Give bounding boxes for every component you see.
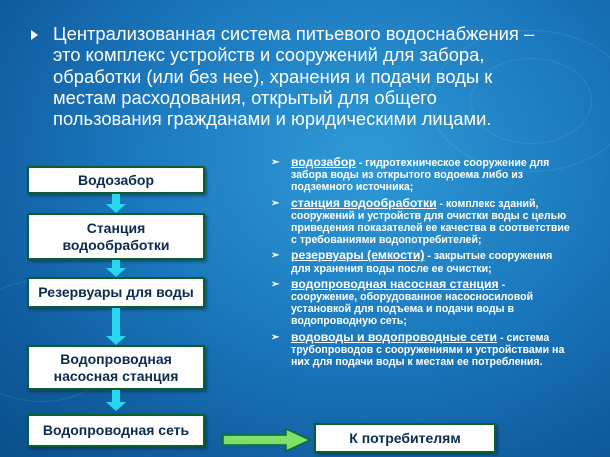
definition-text: - комплекс зданий, <box>439 197 539 210</box>
definition-term: резервуары (емкости) <box>291 248 425 263</box>
definition-term: водопроводная насосная станция <box>291 276 499 291</box>
definition-item <box>268 156 604 194</box>
header-line: местам расходования, открытый для общего <box>53 86 437 108</box>
definition-text: трубопроводов с сооружениями и устройствами на <box>291 343 565 356</box>
chevron-bullet-icon: ➢ <box>271 197 280 209</box>
definition-text: приведения показателей ее качества в соответствие <box>291 222 570 235</box>
chevron-bullet-icon: ➢ <box>271 250 280 262</box>
definition-text: - <box>498 278 506 291</box>
definition-item <box>268 249 604 274</box>
header-line: Централизованная система питьевого водоснабжения – <box>53 23 535 44</box>
definition-item <box>268 197 604 247</box>
definition-text: водопроводную сеть; <box>291 315 407 328</box>
flow-box-treatment-station: Станция водообработки <box>27 213 205 260</box>
definition-term: водозабор <box>291 155 356 169</box>
definition-text: них для подачи воды к местам ее потребления. <box>291 356 543 369</box>
flow-arrow-down <box>106 308 126 345</box>
definition-term: станция водообработки <box>291 195 437 210</box>
header-line: обработки (или без нее), хранения и подачи воды к <box>53 65 493 87</box>
definition-text: - закрытые сооружения <box>427 250 553 263</box>
definition-text: - гидротехническое сооружение для <box>358 157 550 169</box>
definition-text: сооружение, оборудованное насосносиловой <box>291 291 534 304</box>
definition-header <box>53 23 599 129</box>
header-line: пользования гражданами и юридическими лицами. <box>53 108 492 130</box>
definition-text: подземного источника; <box>291 181 414 194</box>
chevron-bullet-icon: ➢ <box>271 278 280 290</box>
definition-item <box>268 331 604 369</box>
flow-box-reservoirs: Резервуары для воды <box>27 277 205 308</box>
definition-text: для хранения воды после ее очистки; <box>291 262 492 275</box>
definition-text: сооружений и устройств для очистки воды с целью <box>291 209 567 222</box>
flow-box-water-intake: Водозабор <box>27 166 205 194</box>
definition-item <box>268 278 604 328</box>
flow-arrow-down <box>106 194 126 213</box>
definitions-list <box>268 156 604 371</box>
header-line: это комплекс устройств и сооружений для забора, <box>53 44 485 66</box>
consumers-box: К потребителям <box>314 423 496 453</box>
definition-text: забора воды из открытого водоема либо из <box>291 169 524 182</box>
definition-text: - система <box>499 331 550 344</box>
chevron-bullet-icon: ➢ <box>271 331 280 343</box>
definition-text: с требованиями водопотребителей; <box>291 234 482 247</box>
flow-arrow-down <box>106 390 126 411</box>
flow-box-pumping-station: Водопроводная насосная станция <box>27 345 205 390</box>
to-consumers-arrow-icon <box>222 428 312 452</box>
header-bullet-icon <box>31 30 38 40</box>
definition-text: установкой для подъема и подачи воды в <box>291 303 515 316</box>
chevron-bullet-icon: ➢ <box>271 157 280 168</box>
flow-box-water-network: Водопроводная сеть <box>27 414 205 447</box>
definition-term: водоводы и водопроводные сети <box>291 329 498 344</box>
flow-arrow-down <box>106 260 126 277</box>
